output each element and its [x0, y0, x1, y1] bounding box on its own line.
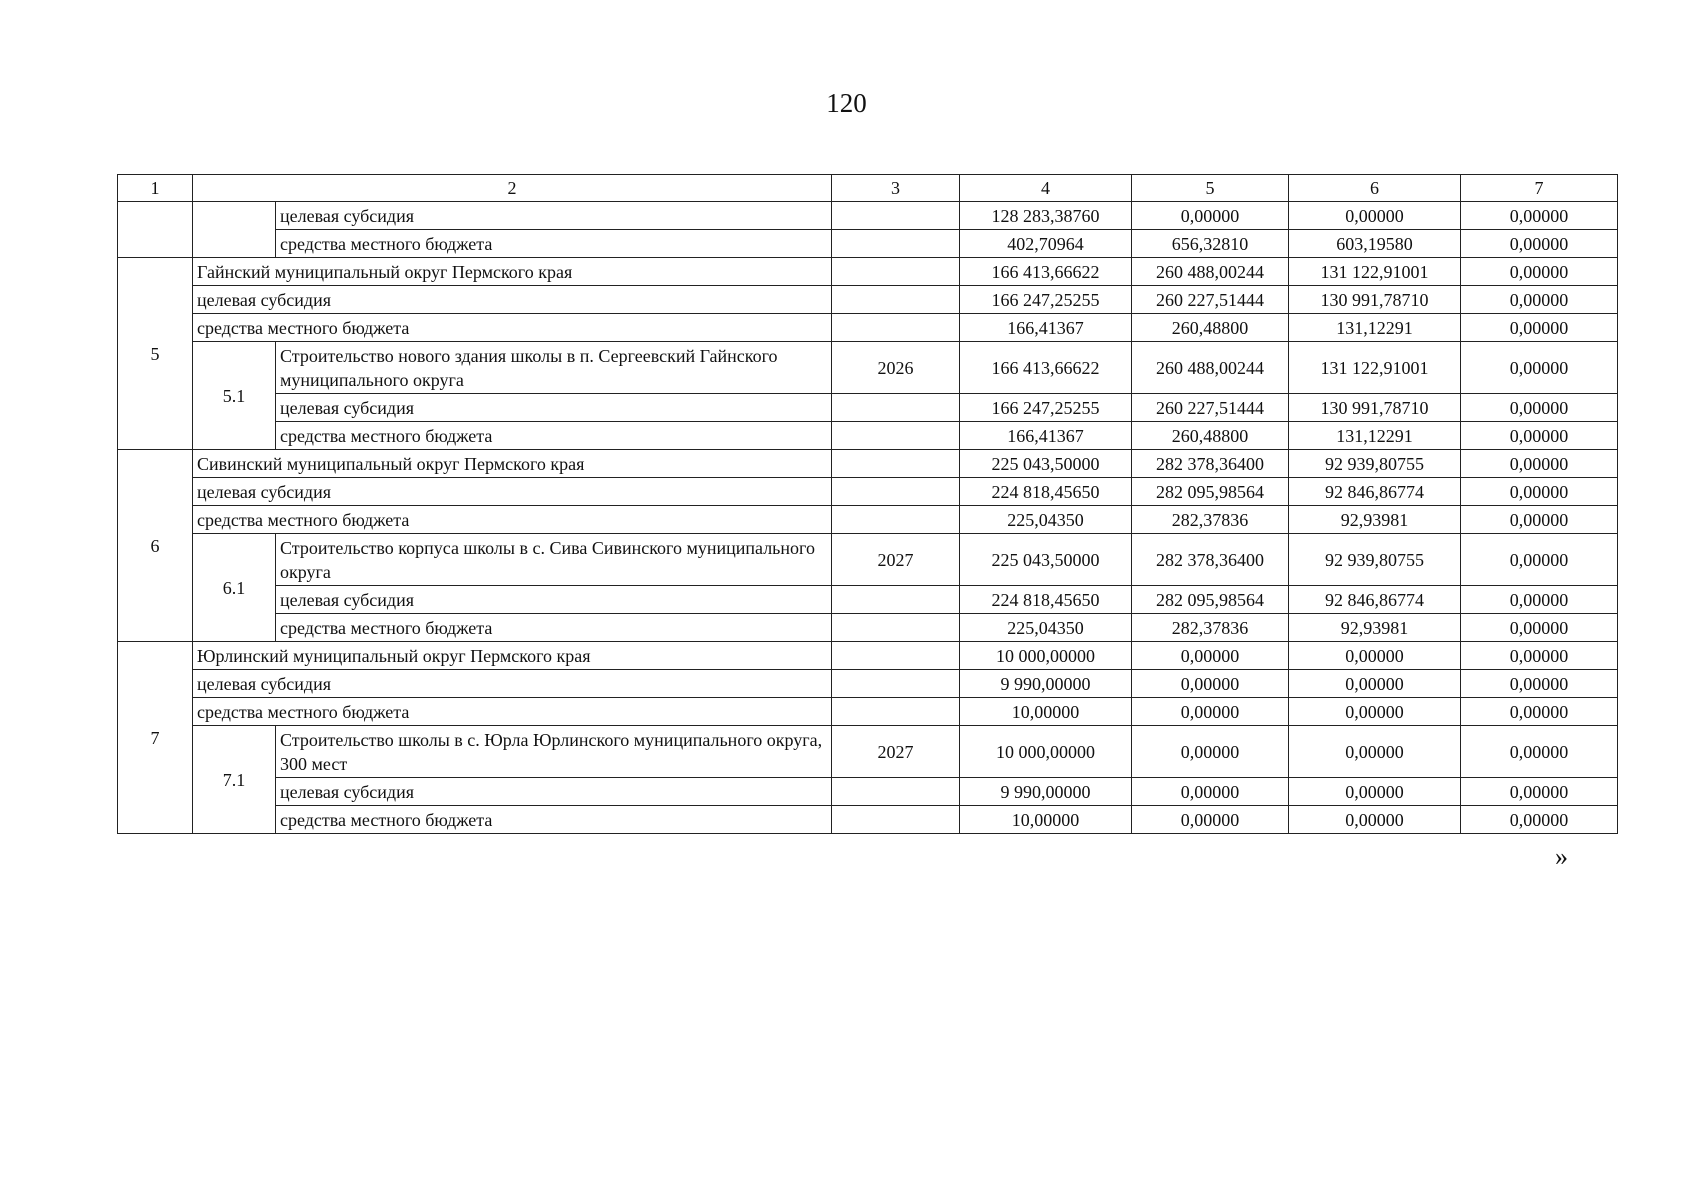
- value-cell: 0,00000: [1461, 614, 1618, 642]
- value-cell: 0,00000: [1289, 806, 1461, 834]
- value-cell: 166 413,66622: [960, 258, 1132, 286]
- value-cell: 260,48800: [1132, 422, 1289, 450]
- budget-table: [117, 174, 1618, 834]
- row-label: средства местного бюджета: [276, 806, 832, 834]
- group-number: 5: [118, 258, 193, 450]
- value-cell: 225,04350: [960, 614, 1132, 642]
- row-label: средства местного бюджета: [193, 314, 832, 342]
- value-cell: 0,00000: [1289, 670, 1461, 698]
- value-cell: 282,37836: [1132, 614, 1289, 642]
- value-cell: 0,00000: [1132, 670, 1289, 698]
- table-row: [118, 450, 1618, 478]
- group-title: Гайнский муниципальный округ Пермского края: [193, 258, 832, 286]
- value-cell: 10,00000: [960, 698, 1132, 726]
- year-cell: [832, 642, 960, 670]
- value-cell: 130 991,78710: [1289, 394, 1461, 422]
- value-cell: 282 095,98564: [1132, 586, 1289, 614]
- page-number: 120: [826, 88, 867, 118]
- table-row: [118, 286, 1618, 314]
- value-cell: 0,00000: [1461, 670, 1618, 698]
- value-cell: 0,00000: [1461, 258, 1618, 286]
- table-row: [118, 202, 1618, 230]
- year-cell: [832, 450, 960, 478]
- row-label: средства местного бюджета: [193, 698, 832, 726]
- value-cell: 260 227,51444: [1132, 286, 1289, 314]
- value-cell: 225 043,50000: [960, 534, 1132, 586]
- value-cell: 131 122,91001: [1289, 342, 1461, 394]
- value-cell: 9 990,00000: [960, 778, 1132, 806]
- number-cell: [118, 202, 193, 258]
- year-cell: [832, 258, 960, 286]
- value-cell: 0,00000: [1461, 394, 1618, 422]
- item-name: Строительство школы в с. Юрла Юрлинского муниципального округа, 300 мест: [276, 726, 832, 778]
- year-cell: 2026: [832, 342, 960, 394]
- value-cell: 0,00000: [1461, 342, 1618, 394]
- value-cell: 0,00000: [1132, 202, 1289, 230]
- value-cell: 0,00000: [1461, 586, 1618, 614]
- year-cell: [832, 778, 960, 806]
- table-row: [118, 394, 1618, 422]
- value-cell: 0,00000: [1461, 450, 1618, 478]
- value-cell: 92 846,86774: [1289, 586, 1461, 614]
- year-cell: [832, 670, 960, 698]
- value-cell: 9 990,00000: [960, 670, 1132, 698]
- value-cell: 0,00000: [1461, 478, 1618, 506]
- column-header: 3: [832, 175, 960, 202]
- year-cell: 2027: [832, 726, 960, 778]
- table-row: [118, 670, 1618, 698]
- value-cell: 260 227,51444: [1132, 394, 1289, 422]
- value-cell: 131,12291: [1289, 314, 1461, 342]
- value-cell: 0,00000: [1461, 314, 1618, 342]
- item-number: 5.1: [193, 342, 276, 450]
- value-cell: 0,00000: [1132, 642, 1289, 670]
- value-cell: 92,93981: [1289, 506, 1461, 534]
- year-cell: [832, 698, 960, 726]
- value-cell: 0,00000: [1289, 642, 1461, 670]
- value-cell: 92 846,86774: [1289, 478, 1461, 506]
- value-cell: 282,37836: [1132, 506, 1289, 534]
- value-cell: 0,00000: [1461, 422, 1618, 450]
- table-row: [118, 422, 1618, 450]
- value-cell: 0,00000: [1461, 534, 1618, 586]
- group-title: Юрлинский муниципальный округ Пермского края: [193, 642, 832, 670]
- year-cell: [832, 506, 960, 534]
- value-cell: 402,70964: [960, 230, 1132, 258]
- table-row: [118, 726, 1618, 778]
- group-number: 6: [118, 450, 193, 642]
- value-cell: 0,00000: [1461, 698, 1618, 726]
- item-name: Строительство нового здания школы в п. Сергеевский Гайнского муниципального округа: [276, 342, 832, 394]
- table-row: [118, 534, 1618, 586]
- year-cell: [832, 806, 960, 834]
- value-cell: 603,19580: [1289, 230, 1461, 258]
- value-cell: 0,00000: [1132, 698, 1289, 726]
- column-header-row: [118, 175, 1618, 202]
- value-cell: 0,00000: [1461, 726, 1618, 778]
- value-cell: 224 818,45650: [960, 586, 1132, 614]
- table-row: [118, 778, 1618, 806]
- value-cell: 0,00000: [1289, 778, 1461, 806]
- value-cell: 92,93981: [1289, 614, 1461, 642]
- subnumber-cell: [193, 202, 276, 258]
- value-cell: 0,00000: [1132, 726, 1289, 778]
- row-label: целевая субсидия: [193, 286, 832, 314]
- group-title: Сивинский муниципальный округ Пермского края: [193, 450, 832, 478]
- table-row: [118, 698, 1618, 726]
- column-header: 6: [1289, 175, 1461, 202]
- value-cell: 166,41367: [960, 314, 1132, 342]
- row-label: целевая субсидия: [276, 202, 832, 230]
- value-cell: 0,00000: [1461, 506, 1618, 534]
- row-label: средства местного бюджета: [193, 506, 832, 534]
- table-row: [118, 506, 1618, 534]
- value-cell: 225 043,50000: [960, 450, 1132, 478]
- table-row: [118, 642, 1618, 670]
- row-label: средства местного бюджета: [276, 614, 832, 642]
- value-cell: 225,04350: [960, 506, 1132, 534]
- value-cell: 166 247,25255: [960, 286, 1132, 314]
- table-row: [118, 806, 1618, 834]
- item-number: 6.1: [193, 534, 276, 642]
- year-cell: [832, 230, 960, 258]
- value-cell: 224 818,45650: [960, 478, 1132, 506]
- value-cell: 0,00000: [1461, 230, 1618, 258]
- value-cell: 0,00000: [1289, 202, 1461, 230]
- value-cell: 0,00000: [1132, 806, 1289, 834]
- year-cell: [832, 314, 960, 342]
- value-cell: 260 488,00244: [1132, 342, 1289, 394]
- value-cell: 128 283,38760: [960, 202, 1132, 230]
- value-cell: 0,00000: [1289, 698, 1461, 726]
- value-cell: 166,41367: [960, 422, 1132, 450]
- value-cell: 260 488,00244: [1132, 258, 1289, 286]
- value-cell: 0,00000: [1461, 202, 1618, 230]
- column-header: 1: [118, 175, 193, 202]
- row-label: целевая субсидия: [276, 778, 832, 806]
- item-name: Строительство корпуса школы в с. Сива Сивинского муниципального округа: [276, 534, 832, 586]
- table-row: [118, 342, 1618, 394]
- value-cell: 131 122,91001: [1289, 258, 1461, 286]
- value-cell: 0,00000: [1461, 778, 1618, 806]
- table-row: [118, 230, 1618, 258]
- item-number: 7.1: [193, 726, 276, 834]
- row-label: целевая субсидия: [193, 478, 832, 506]
- column-header: 2: [193, 175, 832, 202]
- value-cell: 92 939,80755: [1289, 450, 1461, 478]
- value-cell: 131,12291: [1289, 422, 1461, 450]
- value-cell: 166 413,66622: [960, 342, 1132, 394]
- value-cell: 166 247,25255: [960, 394, 1132, 422]
- table-row: [118, 586, 1618, 614]
- value-cell: 282 378,36400: [1132, 450, 1289, 478]
- table-row: [118, 314, 1618, 342]
- closing-quote-mark: »: [1555, 842, 1568, 871]
- value-cell: 0,00000: [1132, 778, 1289, 806]
- value-cell: 10 000,00000: [960, 726, 1132, 778]
- column-header: 5: [1132, 175, 1289, 202]
- year-cell: [832, 202, 960, 230]
- row-label: целевая субсидия: [276, 394, 832, 422]
- value-cell: 92 939,80755: [1289, 534, 1461, 586]
- value-cell: 0,00000: [1289, 726, 1461, 778]
- value-cell: 260,48800: [1132, 314, 1289, 342]
- row-label: средства местного бюджета: [276, 230, 832, 258]
- value-cell: 0,00000: [1461, 642, 1618, 670]
- year-cell: [832, 478, 960, 506]
- value-cell: 130 991,78710: [1289, 286, 1461, 314]
- column-header: 4: [960, 175, 1132, 202]
- table-row: [118, 478, 1618, 506]
- column-header: 7: [1461, 175, 1618, 202]
- year-cell: 2027: [832, 534, 960, 586]
- year-cell: [832, 422, 960, 450]
- value-cell: 0,00000: [1461, 286, 1618, 314]
- value-cell: 0,00000: [1461, 806, 1618, 834]
- table-row: [118, 614, 1618, 642]
- value-cell: 282 095,98564: [1132, 478, 1289, 506]
- value-cell: 10,00000: [960, 806, 1132, 834]
- table-row: [118, 258, 1618, 286]
- value-cell: 282 378,36400: [1132, 534, 1289, 586]
- row-label: целевая субсидия: [193, 670, 832, 698]
- group-number: 7: [118, 642, 193, 834]
- row-label: целевая субсидия: [276, 586, 832, 614]
- value-cell: 10 000,00000: [960, 642, 1132, 670]
- year-cell: [832, 614, 960, 642]
- year-cell: [832, 394, 960, 422]
- year-cell: [832, 586, 960, 614]
- year-cell: [832, 286, 960, 314]
- row-label: средства местного бюджета: [276, 422, 832, 450]
- value-cell: 656,32810: [1132, 230, 1289, 258]
